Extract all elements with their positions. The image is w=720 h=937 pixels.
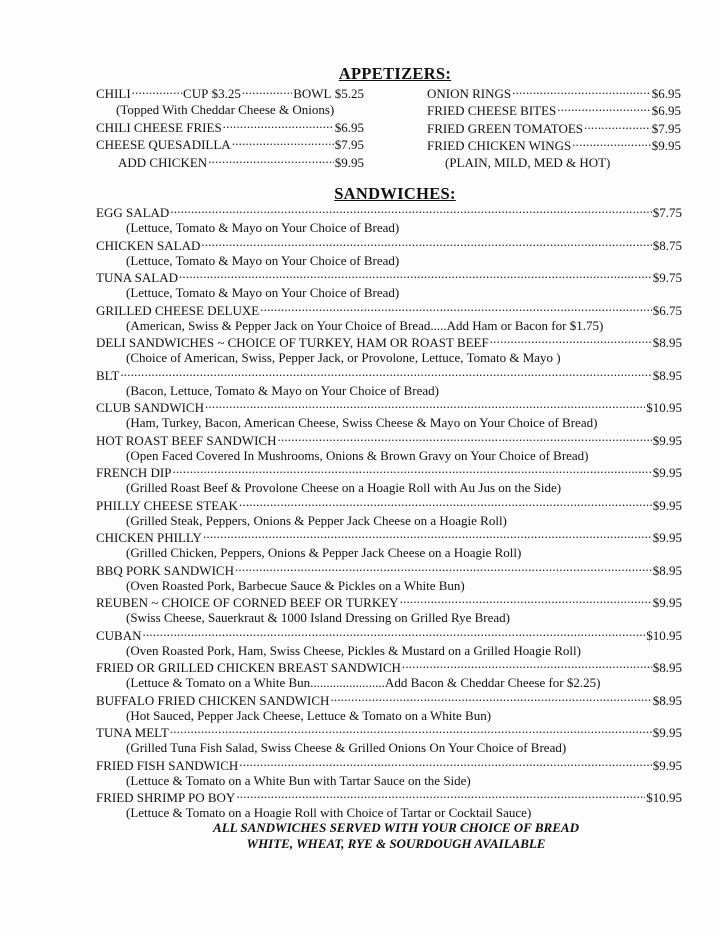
sandwich-row <box>96 432 682 448</box>
dot-leader <box>400 594 652 607</box>
menu-item-row <box>96 136 364 153</box>
dot-leader <box>201 237 651 250</box>
item-name: ADD CHICKEN <box>118 154 208 170</box>
item-price: $9.95 <box>334 154 364 170</box>
sandwich-row <box>96 724 682 740</box>
sandwich-row <box>96 627 682 643</box>
sandwich-price: $8.95 <box>652 562 682 578</box>
sandwich-name: TUNA SALAD <box>96 270 178 285</box>
sandwich-price: $7.75 <box>652 205 682 220</box>
item-note: (Topped With Cheddar Cheese & Onions) <box>116 102 335 118</box>
sandwich-bread-note: ALL SANDWICHES SERVED WITH YOUR CHOICE OF BREAD <box>213 820 579 835</box>
item-price: $9.95 <box>651 138 681 154</box>
sandwich-row <box>96 692 682 708</box>
sandwich-price: $9.75 <box>652 270 682 285</box>
appetizers-right-column <box>427 85 681 171</box>
dot-leader <box>260 302 652 315</box>
item-price: $6.95 <box>334 119 364 135</box>
appetizers-left-column <box>96 85 364 171</box>
dot-leader <box>223 119 334 132</box>
sandwich-price: $9.95 <box>652 465 682 480</box>
sandwich-description: (Lettuce, Tomato & Mayo on Your Choice of Bread) <box>126 285 400 301</box>
sandwich-price: $10.95 <box>646 627 682 643</box>
item-name: FRIED CHEESE BITES <box>427 103 557 119</box>
cup-label: CUP <box>183 86 209 101</box>
dot-leader <box>239 757 651 770</box>
sandwich-price: $8.95 <box>652 367 682 383</box>
sandwich-name: CUBAN <box>96 627 142 643</box>
dot-leader <box>132 85 182 98</box>
sandwich-row <box>96 464 682 480</box>
sandwich-description: (Grilled Roast Beef & Provolone Cheese on a Hoagie Roll with Au Jus on the Side) <box>126 480 562 496</box>
sandwich-row <box>96 334 682 350</box>
dot-leader <box>170 724 652 737</box>
sandwich-row <box>96 204 682 220</box>
sandwich-description: (Grilled Tuna Fish Salad, Swiss Cheese & Grilled Onions On Your Choice of Bread) <box>126 740 567 756</box>
sandwiches-heading: SANDWICHES: <box>334 184 456 203</box>
sandwich-name: GRILLED CHEESE DELUXE <box>96 302 260 318</box>
sandwich-price: $9.95 <box>652 595 682 610</box>
dot-leader <box>143 627 646 640</box>
menu-item-row <box>96 85 364 102</box>
sandwich-row <box>96 302 682 318</box>
sandwich-row <box>96 367 682 383</box>
sandwich-name: REUBEN ~ CHOICE OF CORNED BEEF OR TURKEY <box>96 595 399 610</box>
dot-leader <box>235 562 652 575</box>
dot-leader <box>179 269 652 282</box>
sandwich-row <box>96 594 682 610</box>
menu-item-row <box>96 154 364 171</box>
sandwich-price: $9.95 <box>652 432 682 448</box>
dot-leader <box>557 102 650 115</box>
sandwich-row <box>96 497 682 513</box>
sandwich-name: BBQ PORK SANDWICH <box>96 562 234 578</box>
sandwich-description: (Bacon, Lettuce, Tomato & Mayo on Your Choice of Bread) <box>126 382 439 398</box>
dot-leader <box>330 692 651 705</box>
bowl-label: BOWL <box>293 86 332 101</box>
dot-leader <box>208 154 334 167</box>
sandwich-price: $8.75 <box>652 237 682 253</box>
sandwich-price: $9.95 <box>652 725 682 740</box>
sandwich-description: (Lettuce & Tomato on a White Bun with Tartar Sauce on the Side) <box>126 772 471 788</box>
sandwich-name: FRENCH DIP <box>96 465 172 480</box>
sandwich-name: FRIED SHRIMP PO BOY <box>96 790 236 805</box>
dot-leader <box>170 204 651 217</box>
menu-item-row <box>427 120 681 137</box>
sandwich-name: BUFFALO FRIED CHICKEN SANDWICH <box>96 692 330 708</box>
sandwich-name: CLUB SANDWICH <box>96 400 204 415</box>
sandwich-name: BLT <box>96 367 120 383</box>
sandwich-price: $10.95 <box>646 790 682 805</box>
dot-leader <box>239 497 652 510</box>
dot-leader <box>402 659 652 672</box>
sandwich-row <box>96 269 682 285</box>
sandwich-row <box>96 399 682 415</box>
dot-leader <box>242 85 292 98</box>
item-name: CHEESE QUESADILLA <box>96 137 231 153</box>
dot-leader <box>512 85 651 98</box>
item-note: (PLAIN, MILD, MED & HOT) <box>445 154 611 170</box>
dot-leader <box>120 367 651 380</box>
sandwich-row <box>96 659 682 675</box>
sandwich-description: (American, Swiss & Pepper Jack on Your Choice of Bread.....Add Ham or Bacon for $1.75) <box>126 317 604 333</box>
item-price: $6.95 <box>651 86 681 101</box>
sandwich-price: $10.95 <box>646 400 682 415</box>
dot-leader <box>203 529 652 542</box>
menu-item-row <box>427 102 681 119</box>
sandwich-name: TUNA MELT <box>96 725 169 740</box>
sandwich-description: (Oven Roasted Pork, Ham, Swiss Cheese, Pickles & Mustard on a Grilled Hoagie Roll) <box>126 642 581 658</box>
cup-price: $3.25 <box>208 86 241 101</box>
sandwich-price: $9.95 <box>652 497 682 513</box>
sandwiches-list <box>96 204 682 822</box>
sandwich-description: (Lettuce & Tomato on a Hoagie Roll with Choice of Tartar or Cocktail Sauce) <box>126 805 532 821</box>
sandwich-name: PHILLY CHEESE STEAK <box>96 497 238 513</box>
menu-item-row <box>427 85 681 102</box>
dot-leader <box>277 432 651 445</box>
sandwich-row <box>96 529 682 545</box>
dot-leader <box>584 120 651 133</box>
item-price: $6.95 <box>651 103 681 119</box>
dot-leader <box>205 399 645 412</box>
sandwich-row <box>96 757 682 773</box>
sandwich-description: (Hot Sauced, Pepper Jack Cheese, Lettuce & Tomato on a White Bun) <box>126 707 492 723</box>
bowl-price: $5.25 <box>331 86 364 101</box>
sandwich-description: (Oven Roasted Pork, Barbecue Sauce & Pickles on a White Bun) <box>126 577 465 593</box>
sandwich-price: $8.95 <box>652 335 682 350</box>
sandwich-description: (Ham, Turkey, Bacon, American Cheese, Swiss Cheese & Mayo on Your Choice of Bread) <box>126 415 598 431</box>
dot-leader <box>490 334 652 347</box>
sandwich-description: (Open Faced Covered In Mushrooms, Onions & Brown Gravy on Your Choice of Bread) <box>126 447 589 463</box>
sandwich-description: (Grilled Chicken, Peppers, Onions & Pepper Jack Cheese on a Hoagie Roll) <box>126 545 522 561</box>
item-name: FRIED CHICKEN WINGS <box>427 138 572 154</box>
sandwich-price: $6.75 <box>652 302 682 318</box>
dot-leader <box>236 789 645 802</box>
sandwich-row <box>96 562 682 578</box>
sandwich-name: EGG SALAD <box>96 205 170 220</box>
sandwich-price: $9.95 <box>652 757 682 773</box>
dot-leader <box>572 137 651 150</box>
dot-leader <box>232 136 334 149</box>
item-name: CHILI CHEESE FRIES <box>96 119 222 135</box>
dot-leader <box>173 464 652 477</box>
bread-options-note: WHITE, WHEAT, RYE & SOURDOUGH AVAILABLE <box>246 836 546 851</box>
sandwich-description: (Lettuce, Tomato & Mayo on Your Choice of Bread) <box>126 252 400 268</box>
appetizers-heading: APPETIZERS: <box>338 64 452 83</box>
sandwich-name: FRIED FISH SANDWICH <box>96 757 239 773</box>
sandwich-description: (Swiss Cheese, Sauerkraut & 1000 Island Dressing on Grilled Rye Bread) <box>126 610 510 626</box>
menu-item-row <box>96 119 364 136</box>
item-name: FRIED GREEN TOMATOES <box>427 120 584 136</box>
item-name: CHILI <box>96 86 131 101</box>
sandwich-description: (Lettuce, Tomato & Mayo on Your Choice of Bread) <box>126 220 400 236</box>
menu-item-row <box>427 137 681 154</box>
sandwich-name: FRIED OR GRILLED CHICKEN BREAST SANDWICH <box>96 660 401 675</box>
item-name: ONION RINGS <box>427 86 512 101</box>
sandwich-row <box>96 237 682 253</box>
sandwich-description: (Lettuce & Tomato on a White Bun.......................Add Bacon & Cheddar Cheese for $2.25) <box>126 675 601 691</box>
item-price: $7.95 <box>334 137 364 153</box>
sandwich-row <box>96 789 682 805</box>
sandwich-description: (Choice of American, Swiss, Pepper Jack, or Provolone, Lettuce, Tomato & Mayo ) <box>126 350 561 366</box>
sandwich-name: HOT ROAST BEEF SANDWICH <box>96 432 277 448</box>
sandwich-price: $9.95 <box>652 530 682 545</box>
sandwich-description: (Grilled Steak, Peppers, Onions & Pepper Jack Cheese on a Hoagie Roll) <box>126 512 507 528</box>
sandwich-name: CHICKEN PHILLY <box>96 530 202 545</box>
sandwich-price: $8.95 <box>652 660 682 675</box>
sandwich-price: $8.95 <box>652 692 682 708</box>
item-price: $7.95 <box>651 120 681 136</box>
sandwich-name: CHICKEN SALAD <box>96 237 201 253</box>
sandwich-name: DELI SANDWICHES ~ CHOICE OF TURKEY, HAM OR ROAST BEEF <box>96 335 489 350</box>
